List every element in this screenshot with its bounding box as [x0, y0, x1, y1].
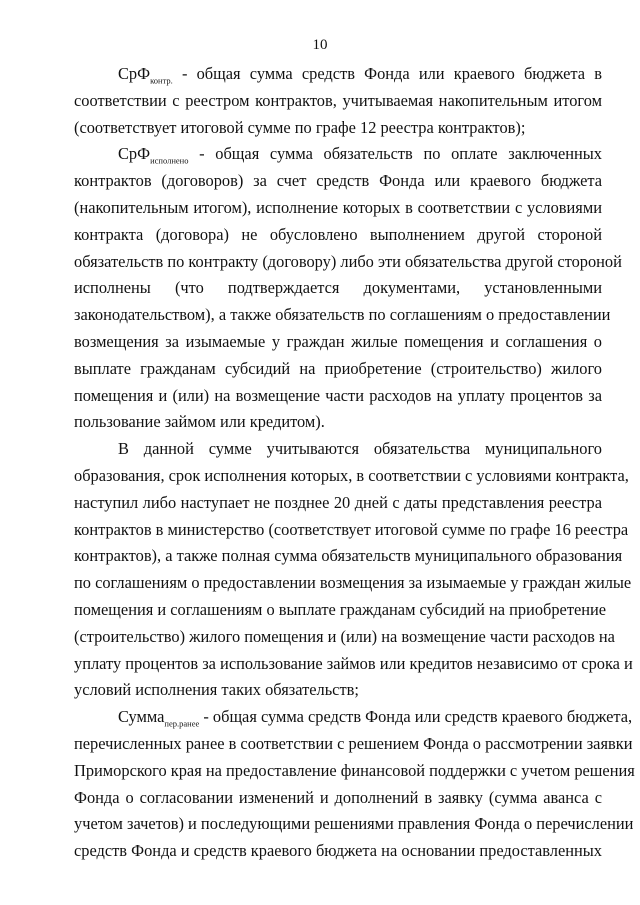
paragraph-line: условий исполнения таких обязательств; — [74, 680, 359, 700]
paragraph-line: контрактов в министерство (соответствует итоговой сумме по графе 16 реестра — [74, 519, 629, 539]
paragraph-line: (накопительным итогом), исполнение которых в соответствии с условиями — [74, 197, 602, 217]
paragraph-line: по соглашениям о предоставлении возмещения за изымаемые у граждан жилые — [74, 573, 632, 593]
page-number: 10 — [312, 37, 328, 53]
paragraph-line: уплату процентов за использование займов или кредитов независимо от срока и — [74, 653, 633, 673]
paragraph-line: обязательств по контракту (договору) либо эти обязательства другой стороной — [74, 251, 622, 271]
paragraph-line: Фонда о согласовании изменений и дополнений в заявку (сумма аванса с — [74, 787, 602, 807]
paragraph-line: исполнены (что подтверждается документами, установленными — [74, 278, 602, 298]
paragraph-line: помещения и соглашениям о выплате гражданам субсидий на приобретение — [74, 599, 607, 619]
symbol-srf-executed: СрФ$_{исполнено}$ — [118, 144, 189, 166]
symbol-sum-transferred: Сумма$_{пер.ранее}$ — [118, 707, 200, 729]
paragraph-line: (соответствует итоговой сумме по графе 12 реестра контрактов); — [74, 117, 526, 137]
paragraph-line: помещения и (или) на возмещение части расходов на уплату процентов за — [74, 385, 602, 405]
paragraph-line: контрактов (договоров) за счет средств Фонда или краевого бюджета — [74, 171, 602, 191]
paragraph-line: законодательством), а также обязательств по соглашениям о предоставлении — [74, 305, 611, 325]
symbol-srf-contract: СрФ$_{контр.}$ — [118, 64, 173, 86]
paragraph-srf-executed — [74, 141, 622, 436]
paragraph-included-obligations — [74, 436, 633, 704]
paragraph-line: учетом зачетов) и последующими решениями правления Фонда о перечислении — [74, 814, 634, 834]
paragraph-line: Сумма$_{пер.ранее}$ - общая сумма средств Фонда или средств краевого бюджета, — [118, 707, 633, 729]
paragraph-line: пользование займом или кредитом). — [74, 412, 325, 432]
paragraph-line: образования, срок исполнения которых, в соответствии с условиями контракта, — [74, 465, 629, 485]
paragraph-srf-contract — [74, 61, 602, 141]
paragraph-line: средств Фонда и средств краевого бюджета на основании предоставленных — [74, 841, 602, 861]
paragraph-line: СрФ$_{контр.}$ - общая сумма средств Фонда или краевого бюджета в — [118, 64, 602, 86]
paragraph-line: Приморского края на предоставление финансовой поддержки с учетом решения — [74, 760, 635, 780]
paragraph-line: контрактов), а также полная сумма обязательств муниципального образования — [74, 546, 623, 566]
paragraph-line: наступил либо наступает не позднее 20 дней с даты представления реестра — [74, 492, 602, 512]
paragraph-line: перечисленных ранее в соответствии с решением Фонда о рассмотрении заявки — [74, 733, 633, 753]
paragraph-line: соответствии с реестром контрактов, учитываемая накопительным итогом — [74, 90, 602, 110]
document-body — [74, 61, 635, 865]
paragraph-sum-transferred — [74, 704, 635, 865]
paragraph-line: СрФ$_{исполнено}$ - общая сумма обязательств по оплате заключенных — [118, 144, 602, 166]
paragraph-line: выплате гражданам субсидий на приобретение (строительство) жилого — [74, 358, 602, 378]
paragraph-line: В данной сумме учитываются обязательства муниципального — [118, 439, 602, 459]
paragraph-line: возмещения за изымаемые у граждан жилые помещения и соглашения о — [74, 331, 602, 351]
paragraph-line: (строительство) жилого помещения и (или) на возмещение части расходов на — [74, 626, 615, 646]
paragraph-line: контракта (договора) не обусловлено выполнением другой стороной — [74, 224, 602, 244]
